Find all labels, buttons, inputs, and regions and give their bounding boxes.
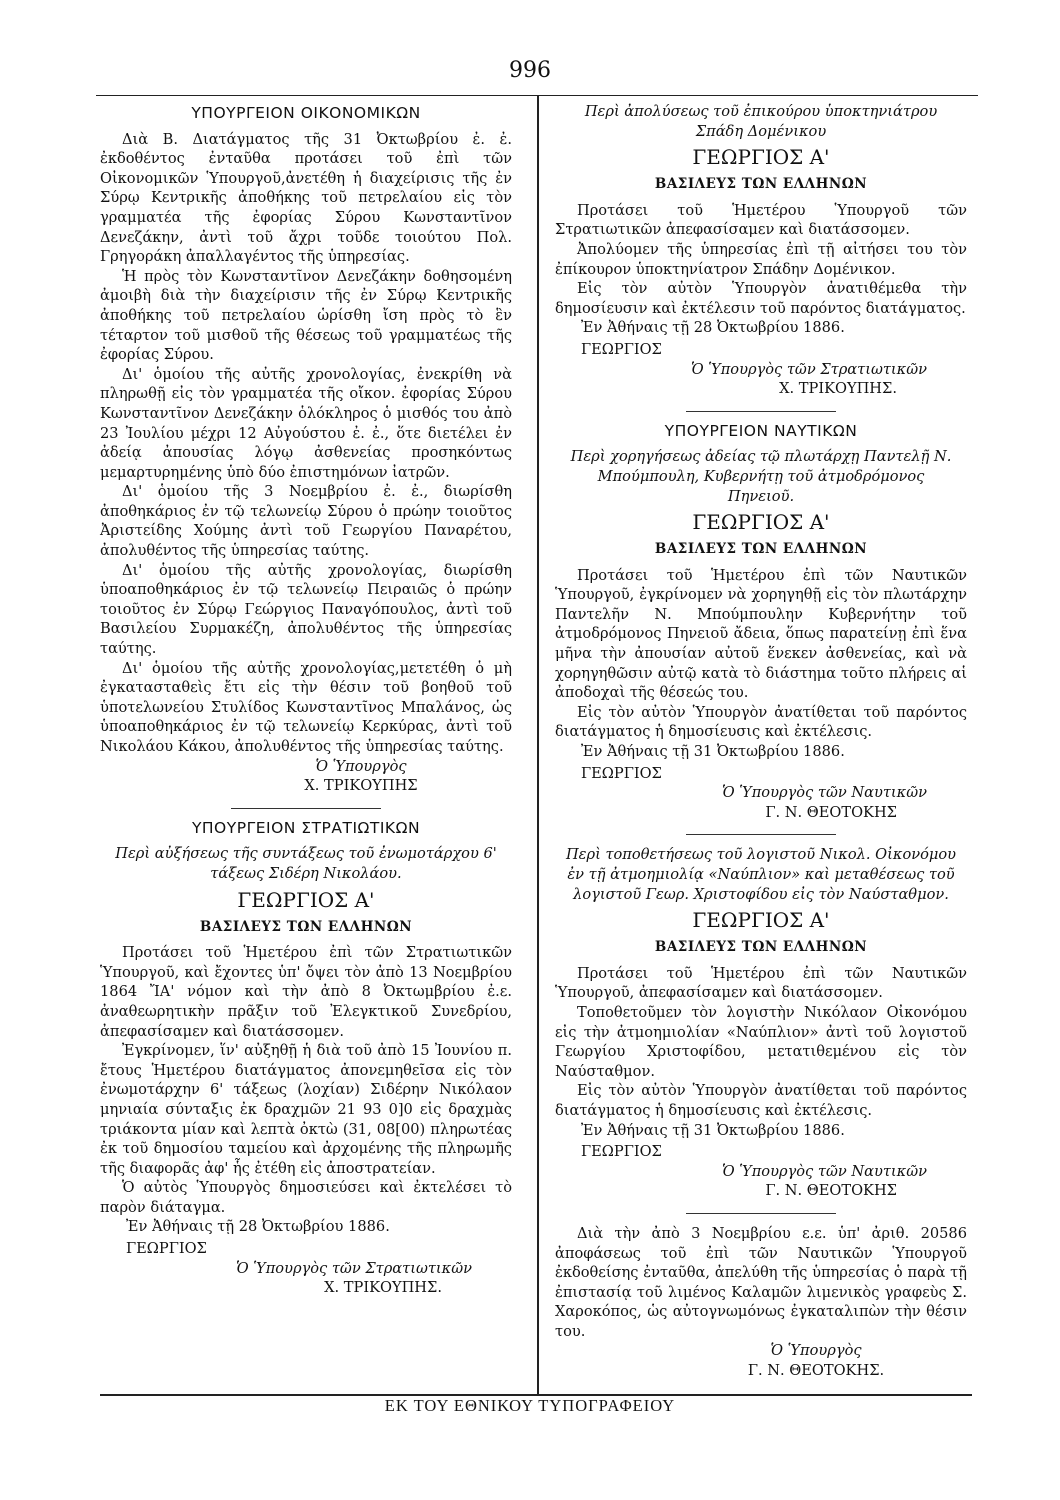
paragraph: Προτάσει τοῦ Ἡμετέρου ἐπὶ τῶν Στρατιωτικῶν Ὑπουργοῦ, καὶ ἔχοντες ὑπ' ὄψει τὸν ἀπὸ 13 Νοεμβρίου 1864 ἼΑ' νόμον καὶ τὴν ἀπὸ 8 Ὀκτωμβρίου ἐ.ε. ἀναθεωρητικὴν πρᾶξιν τοῦ Ἐλεγκτικοῦ Συνεδρίου, ἀπεφασίσαμεν καὶ διατάσσομεν. (100, 944, 512, 1040)
paragraph: Ἐγκρίνομεν, ἵν' αὐξηθῇ ἡ διὰ τοῦ ἀπὸ 15 Ἰουνίου π. ἔτους Ἡμετέρου διατάγματος ἀπονεμηθεῖσα εἰς τὸν ἐνωμοτάρχην 6' τάξεως (λοχίαν) Σιδέρην Νικόλαον μηνιαία σύνταξις ἐκ δραχμῶν 21 93 0]0 εἰς δραχμὰς τριάκοντα μίαν καὶ λεπτὰ ὀκτὼ (31, 08[00) πληρωτέας ἐκ τοῦ δημοσίου ταμείου καὶ ἀρχομένης τῆς πληρωμῆς τῆς διαφορᾶς ἀφ' ἧς ἐτέθη εἰς ἀποστρατείαν. (100, 1042, 512, 1177)
minister-role: Ὁ Ὑπουργὸς (770, 1342, 862, 1360)
paragraph: Εἰς τὸν αὐτὸν Ὑπουργὸν ἀνατίθεται τοῦ παρόντος διατάγματος ἡ δημοσίευσις καὶ ἐκτέλεσις. (555, 1082, 967, 1119)
section-separator (686, 411, 836, 412)
minister-role: Ὁ Ὑπουργὸς τῶν Ναυτικῶν (722, 1162, 927, 1180)
paragraph: Προτάσει τοῦ Ἡμετέρου Ὑπουργοῦ τῶν Στρατιωτικῶν ἀπεφασίσαμεν καὶ διατάσσομεν. (555, 201, 967, 239)
paragraph: Διὰ τὴν ἀπὸ 3 Νοεμβρίου ε.ε. ὑπ' ἀριθ. 20586 ἀποφάσεως τοῦ ἐπὶ τῶν Ναυτικῶν Ὑπουργοῦ ἐκδοθείσης ἐνταῦθα, ἀπελύθη τῆς ὑπηρεσίας ὁ παρὰ τῇ ἐπιστασίᾳ τοῦ λιμένος Καλαμῶν λιμενικὸς γραφεὺς Σ. Χαροκόπος, ὡς αὐτογνωμόνως ἐγκαταλιπὼν τὴν θέσιν του. (555, 1224, 967, 1340)
paragraph: Δι' ὁμοίου τῆς αὐτῆς χρονολογίας,μετετέθη ὁ μὴ ἐγκατασταθεὶς ἔτι εἰς τὴν θέσιν τοῦ βοηθοῦ τοῦ ὑποτελωνείου Στυλίδος Κωνσταντῖνος Μπαλάνος, ὡς ὑποαποθηκάριος ἐν τῷ τελωνείῳ Κερκύρας, ἀντὶ τοῦ Νικολάου Κάκου, ἀπολυθέντος τῆς ὑπηρεσίας ταύτης. (100, 659, 512, 755)
king-signature: ΓΕΩΡΓΙΟΣ (581, 764, 662, 782)
minister-role: Ὁ Ὑπουργὸς (315, 757, 407, 775)
ministry-heading-finance: ΥΠΟΥΡΓΕΙΟΝ ΟΙΚΟΝΟΜΙΚΩΝ (191, 104, 421, 122)
king-signature: ΓΕΩΡΓΙΟΣ (581, 340, 662, 358)
minister-name: Γ. Ν. ΘΕΟΤΟΚΗΣ (765, 803, 897, 821)
page-number: 996 (509, 58, 551, 83)
paragraph: Εἰς τὸν αὐτὸν Ὑπουργὸν ἀνατίθεται τοῦ παρόντος διατάγματος ἡ δημοσίευσις καὶ ἐκτέλεσις. (555, 703, 967, 741)
king-title: ΒΑΣΙΛΕΥΣ ΤΩΝ ΕΛΛΗΝΩΝ (654, 176, 868, 193)
decree-subject: Περὶ ἀπολύσεως τοῦ ἐπικούρου ὑποκτηνιάτρου Σπάδη Δομένικου (584, 103, 938, 140)
ministry-heading-military: ΥΠΟΥΡΓΕΙΟΝ ΣΤΡΑΤΙΩΤΙΚΩΝ (191, 818, 421, 837)
paragraph: Διὰ Β. Διατάγματος τῆς 31 Ὀκτωβρίου ἐ. ἐ. ἐκδοθέντος ἐνταῦθα προτάσει τοῦ ἐπὶ τῶν Οἰκονομικῶν Ὑπουργοῦ,ἀνετέθη ἡ διαχείρισις τῆς ἐν Σύρῳ Κεντρικῆς ἀποθήκης τοῦ πετρελαίου εἰς τὸν γραμματέα τῆς ἐφορίας Σύρου Κωνσταντῖνον Δενεζάκην, ἀντὶ τοῦ ἄχρι τοῦδε τοιούτου Πολ. Γρηγοράκη ἀπαλλαγέντος τῆς ὑπηρεσίας. (100, 130, 512, 266)
right-column (555, 100, 967, 1381)
minister-role: Ὁ Ὑπουργὸς τῶν Στρατιωτικῶν (691, 360, 927, 378)
minister-name: Χ. ΤΡΙΚΟΥΠΗΣ (304, 777, 418, 795)
paragraph: Ἡ πρὸς τὸν Κωνσταντῖνον Δενεζάκην δοθησομένη ἀμοιβὴ διὰ τὴν διαχείρισιν τῆς ἐν Σύρῳ Κεντρικῆς ἀποθήκης τοῦ πετρελαίου ὡρίσθη ἴση πρὸς τὸ ἓν τέταρτον τοῦ μισθοῦ τῆς θέσεως τοῦ γραμματέως τῆς ἐφορίας Σύρου. (100, 267, 512, 364)
section-separator (686, 834, 836, 835)
paragraph: Ὁ αὐτὸς Ὑπουργὸς δημοσιεύσει καὶ ἐκτελέσει τὸ παρὸν διάταγμα. (100, 1179, 512, 1216)
decree-date: Ἐν Ἀθήναις τῇ 31 Ὀκτωβρίου 1886. (581, 743, 845, 761)
king-title: ΒΑΣΙΛΕΥΣ ΤΩΝ ΕΛΛΗΝΩΝ (654, 541, 868, 558)
paragraph: Τοποθετοῦμεν τὸν λογιστὴν Νικόλαον Οἰκονόμου εἰς τὴν ἀτμοημιολίαν «Ναύπλιον» ἀντὶ τοῦ λογιστοῦ Γεωργίου Χριστοφίδου, μετατιθεμένου εἰς τὸν Ναύσταθμον. (555, 1003, 967, 1080)
minister-name: Γ. Ν. ΘΕΟΤΟΚΗΣ (765, 1182, 897, 1200)
printer-footer: ΕΚ ΤΟΥ ΕΘΝΙΚΟΥ ΤΥΠΟΓΡΑΦΕΙΟΥ (384, 1396, 676, 1415)
king-signature: ΓΕΩΡΓΙΟΣ (126, 1240, 207, 1258)
king-title: ΒΑΣΙΛΕΥΣ ΤΩΝ ΕΛΛΗΝΩΝ (654, 939, 868, 956)
minister-role: Ὁ Ὑπουργὸς τῶν Στρατιωτικῶν (236, 1259, 472, 1277)
paragraph: Προτάσει τοῦ Ἡμετέρου ἐπὶ τῶν Ναυτικῶν Ὑπουργοῦ, ἀπεφασίσαμεν καὶ διατάσσομεν. (555, 964, 967, 1002)
decree-date: Ἐν Ἀθήναις τῇ 31 Ὀκτωβρίου 1886. (581, 1121, 845, 1139)
king-name: ΓΕΩΡΓΙΟΣ Α' (692, 510, 830, 535)
minister-name: Γ. Ν. ΘΕΟΤΟΚΗΣ. (747, 1362, 885, 1380)
paragraph: Δι' ὁμοίου τῆς αὐτῆς χρονολογίας, διωρίσθη ὑποαποθηκάριος ἐν τῷ τελωνείῳ Πειραιῶς ὁ πρώην τοιοῦτος ἐν Σύρῳ Γεώργιος Παναγόπουλος, ἀντὶ τοῦ Βασιλείου Συρμακέζη, ἀπολυθέντος τῆς ὑπηρεσίας ταύτης. (100, 561, 512, 658)
column-divider (537, 96, 539, 1394)
king-name: ΓΕΩΡΓΙΟΣ Α' (692, 908, 830, 933)
decree-subject: Περὶ χορηγήσεως ἀδείας τῷ πλωτάρχῃ Παντελῇ Ν. Μπούμπουλη, Κυβερνήτῃ τοῦ ἀτμοδρόμονος Πηνειοῦ. (570, 448, 952, 505)
king-signature: ΓΕΩΡΓΙΟΣ (581, 1143, 662, 1161)
paragraph: Εἰς τὸν αὐτὸν Ὑπουργὸν ἀνατιθέμεθα τὴν δημοσίευσιν καὶ ἐκτέλεσιν τοῦ παρόντος διατάγματος. (555, 280, 967, 317)
decree-date: Ἐν Ἀθήναις τῇ 28 Ὀκτωβρίου 1886. (126, 1218, 390, 1236)
king-name: ΓΕΩΡΓΙΟΣ Α' (692, 145, 830, 170)
decree-date: Ἐν Ἀθήναις τῇ 28 Ὀκτωβρίου 1886. (581, 319, 845, 337)
minister-name: Χ. ΤΡΙΚΟΥΠΗΣ. (324, 1279, 442, 1297)
ministry-heading-navy: ΥΠΟΥΡΓΕΙΟΝ ΝΑΥΤΙΚΩΝ (664, 421, 858, 440)
decree-subject: Περὶ τοποθετήσεως τοῦ λογιστοῦ Νικολ. Οἰκονόμου ἐν τῇ ἀτμοημιολίᾳ «Ναύπλιον» καὶ μεταθέσεως τοῦ λογιστοῦ Γεωρ. Χριστοφίδου εἰς τὸν Ναύσταθμον. (565, 846, 957, 903)
king-name: ΓΕΩΡΓΙΟΣ Α' (237, 887, 375, 912)
king-title: ΒΑΣΙΛΕΥΣ ΤΩΝ ΕΛΛΗΝΩΝ (199, 918, 413, 935)
paragraph: Δι' ὁμοίου τῆς αὐτῆς χρονολογίας, ἐνεκρίθη νὰ πληρωθῇ εἰς τὸν γραμματέα τῆς οἴκον. ἐφορίας Σύρου Κωνσταντῖνον Δενεζάκην ὁλόκληρος ὁ μισθός του ἀπὸ 23 Ἰουλίου μέχρι 12 Αὐγούστου ἐ. ἐ., ὅτε διετέλει ἐν ἀδείᾳ ἀπουσίας λόγῳ ἀσθενείας προσηκόντως μεμαρτυρημένης ὑπὸ δύο ἐπιστημόνων ἰατρῶν. (100, 365, 512, 481)
minister-role: Ὁ Ὑπουργὸς τῶν Ναυτικῶν (722, 784, 927, 802)
section-separator (231, 808, 381, 809)
decree-subject: Περὶ αὐξήσεως τῆς συντάξεως τοῦ ἐνωμοτάρχου 6' τάξεως Σιδέρη Νικολάου. (115, 845, 497, 882)
section-separator (686, 1213, 836, 1214)
left-column (100, 100, 512, 1298)
paragraph: Ἀπολύομεν τῆς ὑπηρεσίας ἐπὶ τῇ αἰτήσει του τὸν ἐπίκουρον ὑποκτηνίατρον Σπάδην Δομένικον. (555, 240, 967, 278)
minister-name: Χ. ΤΡΙΚΟΥΠΗΣ. (779, 380, 897, 398)
paragraph: Προτάσει τοῦ Ἡμετέρου ἐπὶ τῶν Ναυτικῶν Ὑπουργοῦ, ἐγκρίνομεν νὰ χορηγηθῇ εἰς τὸν πλωτάρχην Παντελῆν Ν. Μπούμπουλην Κυβερνήτην τοῦ ἀτμοδρόμονος Πηνειοῦ ἄδεια, ὅπως παρατείνῃ ἐπὶ ἕνα μῆνα τὴν ἀπουσίαν αὐτοῦ ἕνεκεν ἀσθενείας, καὶ νὰ χορηγηθῶσιν αὐτῷ κατὰ τὸ διάστημα τοῦτο πλήρεις αἱ ἀποδοχαὶ τῆς θέσεώς του. (555, 566, 967, 702)
paragraph: Δι' ὁμοίου τῆς 3 Νοεμβρίου ἐ. ἐ., διωρίσθη ἀποθηκάριος ἐν τῷ τελωνείῳ Σύρου ὁ πρώην τοιοῦτος Ἀριστείδης Χούμης ἀντὶ τοῦ Γεωργίου Παναρέτου, ἀπολυθέντος τῆς ὑπηρεσίας ταύτης. (100, 483, 512, 560)
